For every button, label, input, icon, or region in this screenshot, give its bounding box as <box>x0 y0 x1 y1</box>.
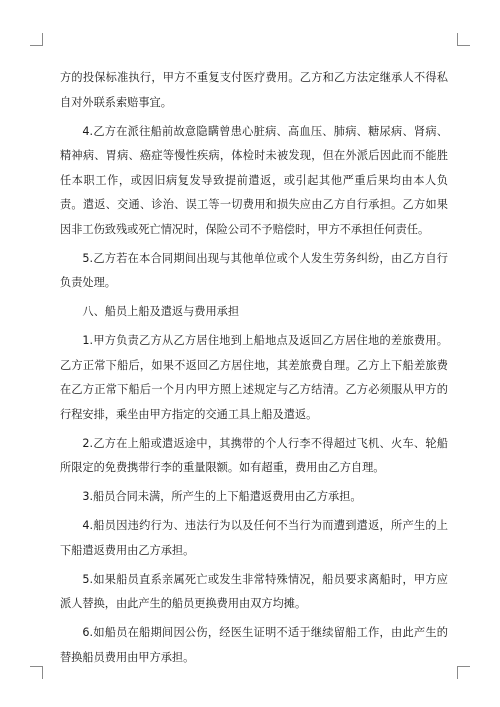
crop-mark-top-left <box>30 33 43 46</box>
crop-mark-top-right <box>457 33 470 46</box>
paragraph-clause-2-luggage: 2.乙方在上船或遣返途中，其携带的个人行李不得超过飞机、火车、轮船所限定的免费携带行李的重量限额。如有超重，费用由乙方自理。 <box>60 436 448 474</box>
paragraph-clause-3-contract: 3.船员合同未满，所产生的上下船遣返费用由乙方承担。 <box>82 490 362 503</box>
crop-mark-bottom-left <box>30 666 43 679</box>
paragraph-clause-5-dispute: 5.乙方若在本合同期间出现与其他单位或个人发生劳务纠纷，由乙方自行负责处理。 <box>60 251 448 289</box>
paragraph-clause-4-violation: 4.船员因违约行为、违法行为以及任何不当行为而遭到遣返，所产生的上下船遣返费用由乙方承担。 <box>60 519 448 557</box>
paragraph-clause-5-relatives: 5.如果船员直系亲属死亡或发生非常特殊情况，船员要求离船时，甲方应派人替换，由此产生的船员更换费用由双方均摊。 <box>60 572 448 610</box>
document-body <box>60 66 448 675</box>
section-heading-eight: 八、船员上船及遣返与费用承担 <box>82 305 240 318</box>
paragraph-continuation: 方的投保标准执行，甲方不重复支付医疗费用。乙方和乙方法定继承人不得私自对外联系索赔事宜。 <box>60 71 448 109</box>
paragraph-clause-6-injury: 6.如船员在船期间因公伤，经医生证明不适于继续留船工作，由此产生的替换船员费用由甲方承担。 <box>60 626 448 664</box>
crop-mark-bottom-right <box>457 666 470 679</box>
paragraph-clause-4-health: 4.乙方在派往船前故意隐瞒曾患心脏病、高血压、肺病、糖尿病、肾病、精神病、胃病、癌症等慢性疾病，体检时未被发现，但在外派后因此而不能胜任本职工作，或因旧病复发导致提前遣返，或引起其他严重后果均由本人负责。遣返、交通、诊治、误工等一切费用和损失应由乙方自行承担。乙方如果因非工伤致残或死亡情况时，保险公司不予赔偿时，甲方不承担任何责任。 <box>60 124 448 236</box>
paragraph-clause-1-travel: 1.甲方负责乙方从乙方居住地到上船地点及返回乙方居住地的差旅费用。乙方正常下船后，如果不返回乙方居住地，其差旅费自理。乙方上下船差旅费在乙方正常下船后一个月内甲方照上述规定与乙方结清。乙方必须服从甲方的行程安排，乘坐由甲方指定的交通工具上船及遣返。 <box>60 334 448 421</box>
